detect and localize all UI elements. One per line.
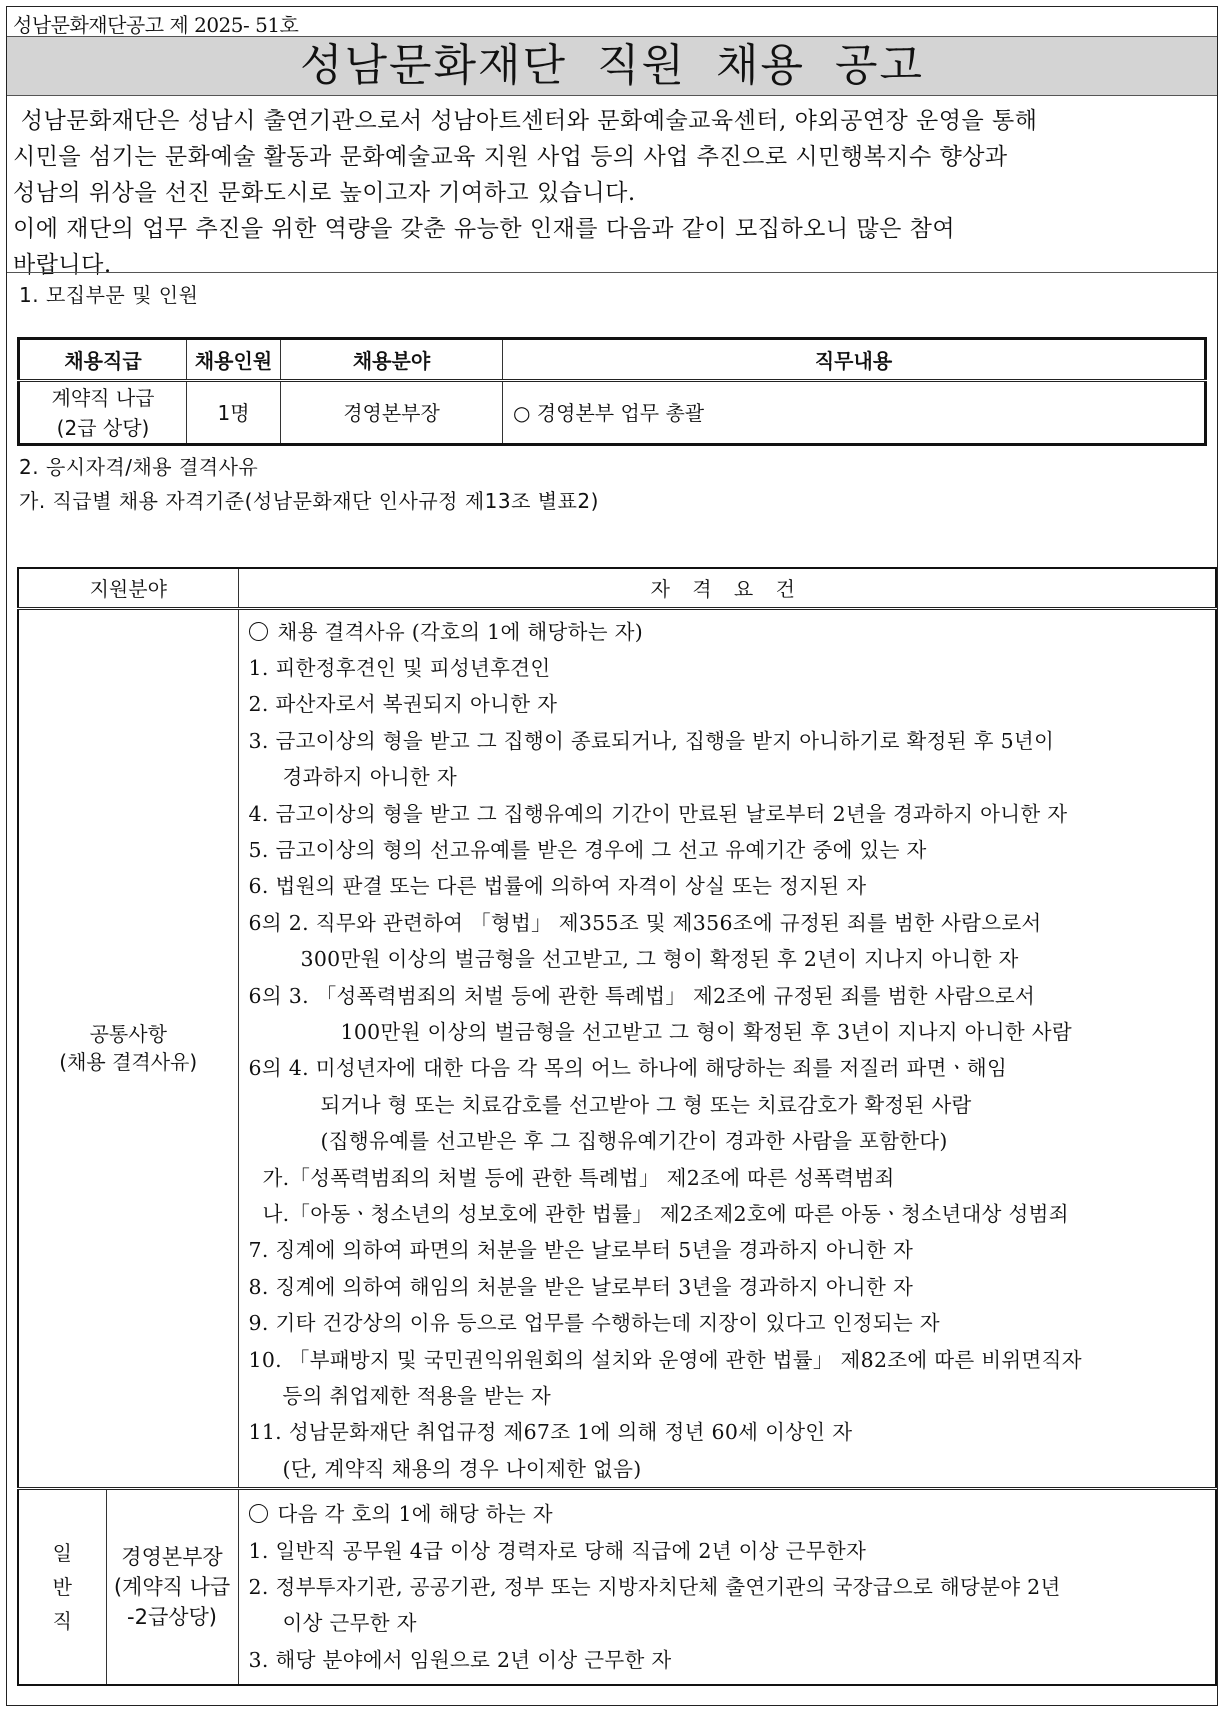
header-grade: 채용직급 <box>19 339 187 381</box>
common-label-line1: 공통사항 <box>89 1022 167 1047</box>
requirement-intro-text: 다음 각 호의 1에 해당 하는 자 <box>277 1502 553 1527</box>
circle-bullet-icon <box>249 1504 268 1523</box>
requirement-item: 8. 징계에 의하여 해임의 처분을 받은 날로부터 3년을 경과하지 아니한 자 <box>248 1274 914 1299</box>
common-label-cell <box>18 608 238 1489</box>
general-label-line2: (계약직 나급 <box>113 1575 231 1599</box>
requirement-item: 6의 3. 「성폭력범죄의 처벌 등에 관한 특례법」 제2조에 규정된 죄를 범한 사람으로서 <box>248 983 1036 1008</box>
header-count: 채용인원 <box>187 339 281 381</box>
section1-heading: 1. 모집부문 및 인원 <box>19 283 199 307</box>
header-field: 채용분야 <box>281 339 503 381</box>
header-support-field: 지원분야 <box>18 568 238 608</box>
general-label-line1: 경영본부장 <box>121 1545 223 1569</box>
category-char: 직 <box>52 1609 72 1633</box>
requirement-item: 3. 금고이상의 형을 받고 그 집행이 종료되거나, 집행을 받지 아니하기로 확정된 후 5년이 <box>248 728 1055 753</box>
requirement-item: 5. 금고이상의 형의 선고유예를 받은 경우에 그 선고 유예기간 중에 있는 자 <box>248 837 927 862</box>
intro-line: 성남의 위상을 선진 문화도시로 높이고자 기여하고 있습니다. <box>13 180 636 206</box>
requirement-item: 100만원 이상의 벌금형을 선고받고 그 형이 확정된 후 3년이 지나지 아니한 사람 <box>340 1019 1072 1044</box>
table-header-row <box>19 339 1206 381</box>
intro-paragraph <box>13 103 1213 283</box>
requirement-item: 1. 일반직 공무원 4급 이상 경력자로 당해 직급에 2년 이상 근무한자 <box>248 1538 867 1563</box>
intro-line: 시민을 섬기는 문화예술 활동과 문화예술교육 지원 사업 등의 사업 추진으로 시민행복지수 향상과 <box>13 144 1008 170</box>
grade-line2: (2급 상당) <box>56 415 150 440</box>
requirement-item: 2. 정부투자기관, 공공기관, 정부 또는 지방자치단체 출연기관의 국장급으로 해당분야 2년 <box>248 1575 1061 1600</box>
requirement-item: (단, 계약직 채용의 경우 나이제한 없음) <box>282 1456 642 1481</box>
table-row <box>18 1489 1216 1685</box>
requirement-item: 가.「성폭력범죄의 처벌 등에 관한 특례법」 제2조에 따른 성폭력범죄 <box>262 1165 895 1190</box>
general-label-line3: -2급상당) <box>127 1605 217 1629</box>
intro-line: 이에 재단의 업무 추진을 위한 역량을 갖춘 유능한 인재를 다음과 같이 모집하오니 많은 참여 <box>13 216 956 242</box>
table-row <box>18 608 1216 1489</box>
cell-grade <box>19 381 187 445</box>
grade-line1: 계약직 나급 <box>51 385 155 410</box>
circle-bullet-icon <box>249 622 268 641</box>
requirement-intro <box>249 1496 1216 1532</box>
header-duty: 직무내용 <box>503 339 1206 381</box>
requirement-intro <box>249 614 1216 650</box>
requirement-intro-text: 채용 결격사유 (각호의 1에 해당하는 자) <box>277 619 644 644</box>
intro-line: 바랍니다. <box>13 252 112 278</box>
common-label-line2: (채용 결격사유) <box>59 1050 198 1075</box>
requirement-item: 9. 기타 건강상의 이유 등으로 업무를 수행하는데 지장이 있다고 인정되는 자 <box>248 1311 940 1336</box>
requirement-item: 3. 해당 분야에서 임원으로 2년 이상 근무한 자 <box>248 1647 672 1672</box>
requirement-item: (집행유예를 선고받은 후 그 집행유예기간이 경과한 사람을 포함한다) <box>320 1129 948 1154</box>
requirement-item: 이상 근무한 자 <box>282 1611 417 1636</box>
table-header-row <box>18 568 1216 608</box>
category-char: 일 <box>52 1541 72 1565</box>
divider <box>7 95 1217 96</box>
requirement-item: 6의 4. 미성년자에 대한 다음 각 목의 어느 하나에 해당하는 죄를 저질러 파면ㆍ해임 <box>248 1056 1008 1081</box>
requirement-item: 2. 파산자로서 복권되지 아니한 자 <box>248 692 558 717</box>
requirement-item: 등의 취업제한 적용을 받는 자 <box>282 1384 552 1409</box>
qualification-table <box>17 567 1217 1686</box>
requirement-item: 1. 피한정후견인 및 피성년후견인 <box>248 655 551 680</box>
notice-number: 성남문화재단공고 제 2025- 51호 <box>13 13 299 37</box>
notice-page <box>6 6 1218 1706</box>
header-requirements: 자 격 요 건 <box>238 568 1216 608</box>
table-row <box>19 381 1206 445</box>
divider <box>7 272 1217 273</box>
general-requirements-cell <box>238 1489 1216 1685</box>
requirement-item: 경과하지 아니한 자 <box>282 765 457 790</box>
requirement-item: 11. 성남문화재단 취업규정 제67조 1에 의해 정년 60세 이상인 자 <box>248 1420 853 1445</box>
general-category-cell <box>18 1489 106 1685</box>
cell-field: 경영본부장 <box>281 381 503 445</box>
requirement-item: 6의 2. 직무와 관련하여 「형법」 제355조 및 제356조에 규정된 죄를 범한 사람으로서 <box>248 910 1042 935</box>
common-requirements-cell <box>238 608 1216 1489</box>
requirement-item: 나.「아동ㆍ청소년의 성보호에 관한 법률」 제2조제2호에 따른 아동ㆍ청소년대상 성범죄 <box>262 1202 1069 1226</box>
requirement-item: 4. 금고이상의 형을 받고 그 집행유예의 기간이 만료된 날로부터 2년을 경과하지 아니한 자 <box>248 801 1068 826</box>
cell-count: 1명 <box>187 381 281 445</box>
requirement-item: 10. 「부패방지 및 국민권익위원회의 설치와 운영에 관한 법률」 제82조에 따른 비위면직자 <box>248 1347 1082 1372</box>
requirement-item: 6. 법원의 판결 또는 다른 법률에 의하여 자격이 상실 또는 정지된 자 <box>248 874 867 899</box>
general-label-cell <box>106 1489 238 1685</box>
requirement-item: 300만원 이상의 벌금형을 선고받고, 그 형이 확정된 후 2년이 지나지 아니한 자 <box>300 947 1019 972</box>
intro-line: 성남문화재단은 성남시 출연기관으로서 성남아트센터와 문화예술교육센터, 야외공연장 운영을 통해 <box>13 108 1038 134</box>
section2-subheading: 가. 직급별 채용 자격기준(성남문화재단 인사규정 제13조 별표2) <box>19 489 599 513</box>
page-title: 성남문화재단 직원 채용 공고 <box>299 40 924 91</box>
category-char: 반 <box>52 1575 72 1599</box>
section2-heading: 2. 응시자격/채용 결격사유 <box>19 455 259 479</box>
requirement-item: 되거나 형 또는 치료감호를 선고받아 그 형 또는 치료감호가 확정된 사람 <box>320 1092 972 1117</box>
recruitment-table <box>17 337 1207 446</box>
cell-duty: ○ 경영본부 업무 총괄 <box>503 381 1206 445</box>
requirement-item: 7. 징계에 의하여 파면의 처분을 받은 날로부터 5년을 경과하지 아니한 자 <box>248 1238 914 1263</box>
